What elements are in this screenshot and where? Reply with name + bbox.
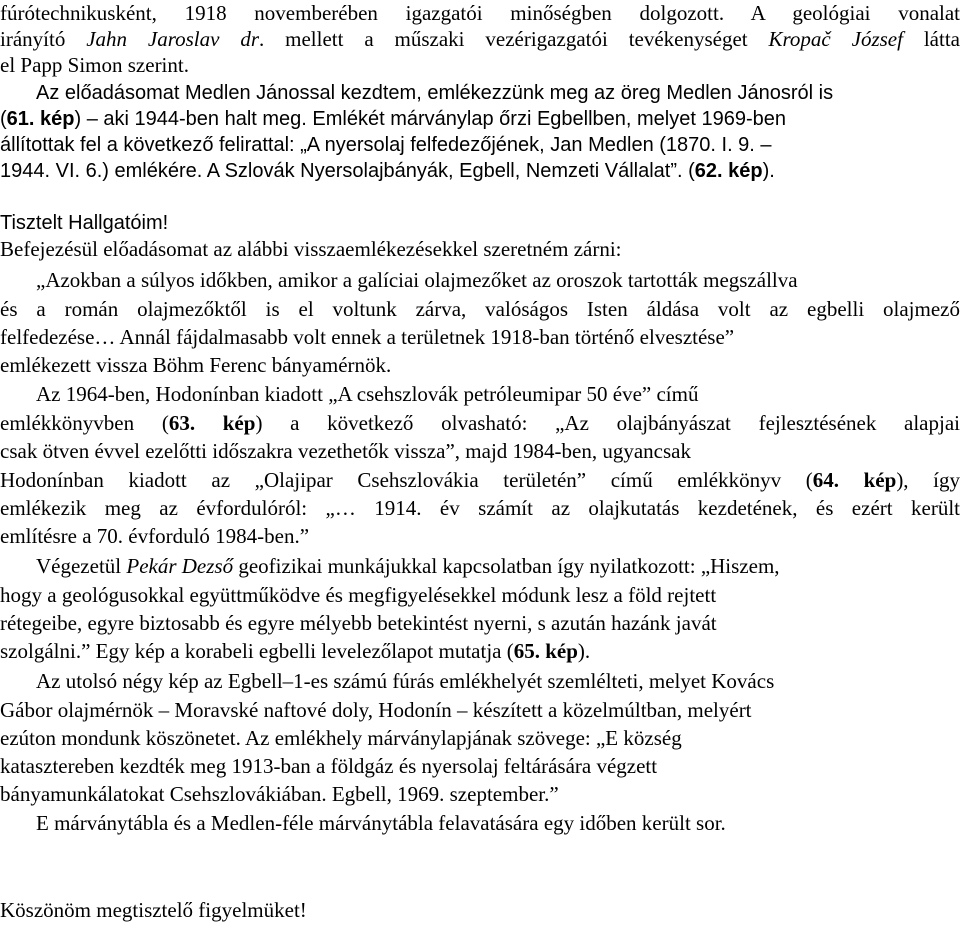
- text-line: [0, 697, 960, 723]
- text-segment: szolgálni.” Egy kép a korabeli egbelli levelezőlapot mutatja (: [0, 639, 514, 663]
- text-line: [0, 132, 960, 158]
- text-line: [0, 352, 960, 378]
- figure-ref: 61. kép: [6, 108, 75, 130]
- text-line: [0, 438, 960, 464]
- text-segment: (: [0, 108, 7, 130]
- text-segment: bányamunkálatokat Csehszlovákiában. Egbell, 1969. szeptember.”: [0, 782, 559, 806]
- text-segment: emlékkönyvben (: [0, 411, 169, 435]
- text-segment: csak ötven évvel ezelőtti időszakra vezethetők vissza”, majd 1984-ben, ugyancsak: [0, 439, 691, 463]
- text-segment: „Azokban a súlyos időkben, amikor a galíciai olajmezőket az oroszok tartották megszállva: [36, 268, 798, 292]
- text-segment: Gábor olajmérnök – Moravské naftové doly, Hodonín – készített a közelmúltban, melyért: [0, 698, 752, 722]
- text-segment: geofizikai munkájukkal kapcsolatban így nyilatkozott: „Hiszem,: [233, 554, 780, 578]
- text-segment: ) a következő olvasható: „Az olajbányászat fejlesztésének alapjai: [255, 411, 960, 435]
- text-line: [0, 781, 960, 807]
- text-line: [0, 26, 960, 52]
- text-segment: irányító: [0, 27, 87, 51]
- text-segment: Az utolsó négy kép az Egbell–1-es számú fúrás emlékhelyét szemlélteti, melyet Kovács: [36, 669, 775, 693]
- text-line: [0, 0, 960, 26]
- text-segment: emlékezik meg az évfordulóról: „… 1914. év számít az olajkutatás kezdetének, és ezért került: [0, 496, 960, 520]
- text-line: [0, 236, 960, 262]
- text-segment: Köszönöm megtisztelő figyelmüket!: [0, 898, 307, 922]
- text-line: [0, 610, 960, 636]
- text-segment: Befejezésül előadásomat az alábbi visszaemlékezésekkel szeretném zárni:: [0, 237, 622, 261]
- text-segment: el Papp Simon szerint.: [0, 53, 189, 77]
- text-line: [36, 668, 960, 694]
- text-segment: Végezetül: [36, 554, 127, 578]
- figure-ref: 63. kép: [168, 411, 256, 435]
- text-segment: ).: [577, 639, 591, 663]
- text-line: [0, 523, 960, 549]
- text-line: [0, 410, 960, 436]
- text-segment: fúrótechnikusként, 1918 novemberében igazgatói minőségben dolgozott. A geológiai vonalat: [0, 1, 960, 25]
- greeting: [0, 210, 960, 236]
- text-line: [0, 638, 960, 664]
- figure-ref: 65. kép: [513, 639, 578, 663]
- text-line: [36, 810, 960, 836]
- text-line: [0, 296, 960, 322]
- text-segment: Az előadásomat Medlen Jánossal kezdtem, emlékezzünk meg az öreg Medlen Jánosról is: [36, 82, 834, 104]
- text-line: [0, 158, 960, 184]
- text-line: [36, 381, 960, 407]
- text-line: [36, 80, 960, 106]
- text-segment: állítottak fel a következő felirattal: „A nyersolaj felfedezőjének, Jan Medlen (1870. I. 9. –: [0, 134, 772, 156]
- italic-name: Pekár Dezső: [126, 554, 234, 578]
- text-line: [0, 753, 960, 779]
- text-segment: Hodonínban kiadott az „Olajipar Csehszlovákia területén” című emlékkönyv (: [0, 468, 813, 492]
- text-line: [0, 324, 960, 350]
- italic-name: Jahn Jaroslav dr: [86, 27, 259, 51]
- text-segment: ), így: [896, 468, 960, 492]
- text-segment: ) – aki 1944-ben halt meg. Emlékét márványlap őrzi Egbellben, melyet 1969-ben: [74, 108, 787, 130]
- text-line: [36, 267, 960, 293]
- text-line: [0, 52, 960, 78]
- text-segment: E márványtábla és a Medlen-féle márványtábla felavatására egy időben került sor.: [36, 811, 726, 835]
- italic-name: Kropač József: [768, 27, 903, 51]
- text-segment: rétegeibe, egyre biztosabb és egyre mélyebb betekintést nyerni, s azután hazánk javát: [0, 611, 717, 635]
- text-segment: látta: [902, 27, 960, 51]
- text-segment: ).: [762, 160, 775, 182]
- text-segment: . mellett a műszaki vezérigazgatói tevékenységet: [259, 27, 769, 51]
- text-segment: katasztereben kezdték meg 1913-ban a földgáz és nyersolaj feltárására végzett: [0, 754, 658, 778]
- text-segment: hogy a geológusokkal együttműködve és megfigyelésekkel módunk lesz a föld rejtett: [0, 583, 717, 607]
- text-segment: felfedezése… Annál fájdalmasabb volt ennek a területnek 1918-ban történő elvesztése”: [0, 325, 735, 349]
- text-line: [36, 553, 960, 579]
- closing-line: [0, 897, 960, 923]
- text-line: [0, 467, 960, 493]
- text-segment: és a román olajmezőktől is el voltunk zárva, valóságos Isten áldása volt az egbelli olajmező: [0, 297, 960, 321]
- figure-ref: 62. kép: [694, 160, 763, 182]
- text-segment: Az 1964-ben, Hodonínban kiadott „A csehszlovák petróleumipar 50 éve” című: [36, 382, 699, 406]
- text-segment: 1944. VI. 6.) emlékére. A Szlovák Nyersolajbányák, Egbell, Nemzeti Vállalat”. (: [0, 160, 695, 182]
- text-line: [0, 725, 960, 751]
- figure-ref: 64. kép: [812, 468, 897, 492]
- text-segment: Tisztelt Hallgatóim!: [0, 212, 169, 234]
- text-line: [0, 582, 960, 608]
- text-segment: ezúton mondunk köszönetet. Az emlékhely márványlapjának szövege: „E község: [0, 726, 682, 750]
- text-line: [0, 106, 960, 132]
- text-segment: említésre a 70. évforduló 1984-ben.”: [0, 524, 310, 548]
- text-segment: emlékezett vissza Böhm Ferenc bányamérnök.: [0, 353, 392, 377]
- text-line: [0, 495, 960, 521]
